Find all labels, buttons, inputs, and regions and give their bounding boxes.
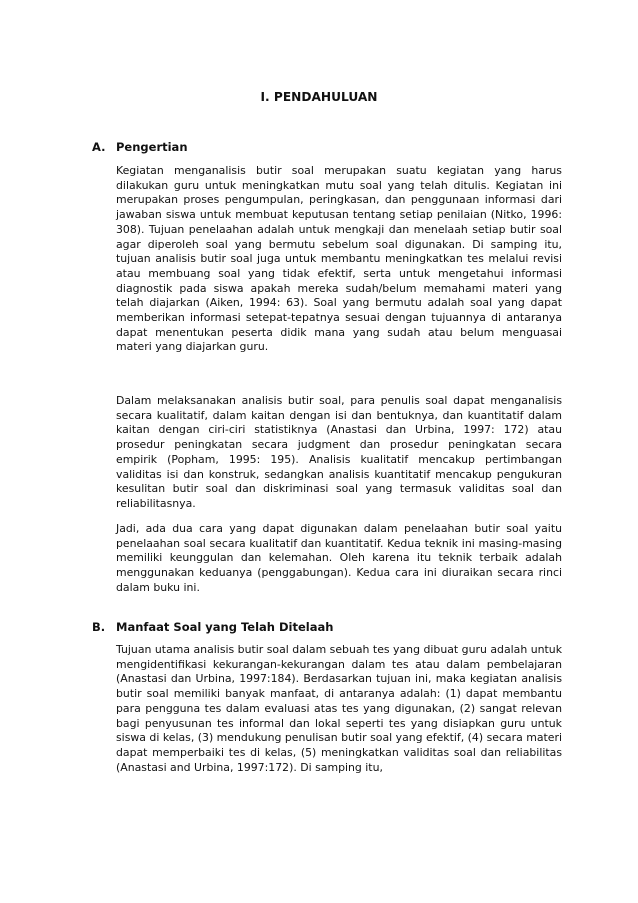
page-title: I. PENDAHULUAN	[260, 90, 378, 104]
section-a-title: Pengertian	[116, 140, 188, 154]
section-a-paragraph-1: Kegiatan menganalisis butir soal merupakan suatu kegiatan yang harus dilakukan guru untuk meningkatkan mutu soal yang telah ditulis. Kegiatan ini merupakan proses pengumpulan, peringkasan, dan penggunaan informasi dari jawaban siswa untuk membuat keputusan tentang setiap penilaian (Nitko, 1996: 308). Tujuan penelaahan adalah untuk mengkaji dan menelaah setiap butir soal agar diperoleh soal yang bermutu sebelum soal digunakan. Di samping itu, tujuan analisis butir soal juga untuk membantu meningkatkan tes melalui revisi atau membuang soal yang tidak efektif, serta untuk mengetahui informasi diagnostik pada siswa apakah mereka sudah/belum memahami materi yang telah diajarkan (Aiken, 1994: 63). Soal yang bermutu adalah soal yang dapat memberikan informasi setepat-tepatnya sesuai dengan tujuannya di antaranya dapat menentukan peserta didik mana yang sudah atau belum menguasai materi yang diajarkan guru.	[116, 164, 562, 354]
section-b-number: B.	[92, 620, 106, 634]
section-a-paragraph-3: Jadi, ada dua cara yang dapat digunakan dalam penelaahan butir soal yaitu penelaahan soal secara kualitatif dan kuantitatif. Kedua teknik ini masing-masing memiliki keunggulan dan kelemahan. Oleh karena itu teknik terbaik adalah menggunakan keduanya (penggabungan). Kedua cara ini diuraikan secara rinci dalam buku ini.	[116, 522, 562, 594]
section-b-heading	[92, 620, 333, 634]
section-b-title: Manfaat Soal yang Telah Ditelaah	[116, 620, 334, 634]
section-a-paragraph-2: Dalam melaksanakan analisis butir soal, para penulis soal dapat menganalisis secara kualitatif, dalam kaitan dengan isi dan bentuknya, dan kuantitatif dalam kaitan dengan ciri-ciri statistiknya (Anastasi dan Urbina, 1997: 172) atau prosedur peningkatan secara judgment dan prosedur peningkatan secara empirik (Popham, 1995: 195). Analisis kualitatif mencakup pertimbangan validitas isi dan konstruk, sedangkan analisis kuantitatif mencakup pengukuran kesulitan butir soal dan diskriminasi soal yang termasuk validitas soal dan reliabilitasnya.	[116, 394, 562, 510]
section-a-number: A.	[92, 140, 106, 154]
section-a-heading	[92, 140, 188, 154]
section-b-paragraph-1: Tujuan utama analisis butir soal dalam sebuah tes yang dibuat guru adalah untuk mengidentifikasi kekurangan-kekurangan dalam tes atau dalam pembelajaran (Anastasi dan Urbina, 1997:184). Berdasarkan tujuan ini, maka kegiatan analisis butir soal memiliki banyak manfaat, di antaranya adalah: (1) dapat membantu para pengguna tes dalam evaluasi atas tes yang digunakan, (2) sangat relevan bagi penyusunan tes informal dan lokal seperti tes yang disiapkan guru untuk siswa di kelas, (3) mendukung penulisan butir soal yang efektif, (4) secara materi dapat memperbaiki tes di kelas, (5) meningkatkan validitas soal dan reliabilitas (Anastasi and Urbina, 1997:172). Di samping itu,	[116, 643, 562, 774]
